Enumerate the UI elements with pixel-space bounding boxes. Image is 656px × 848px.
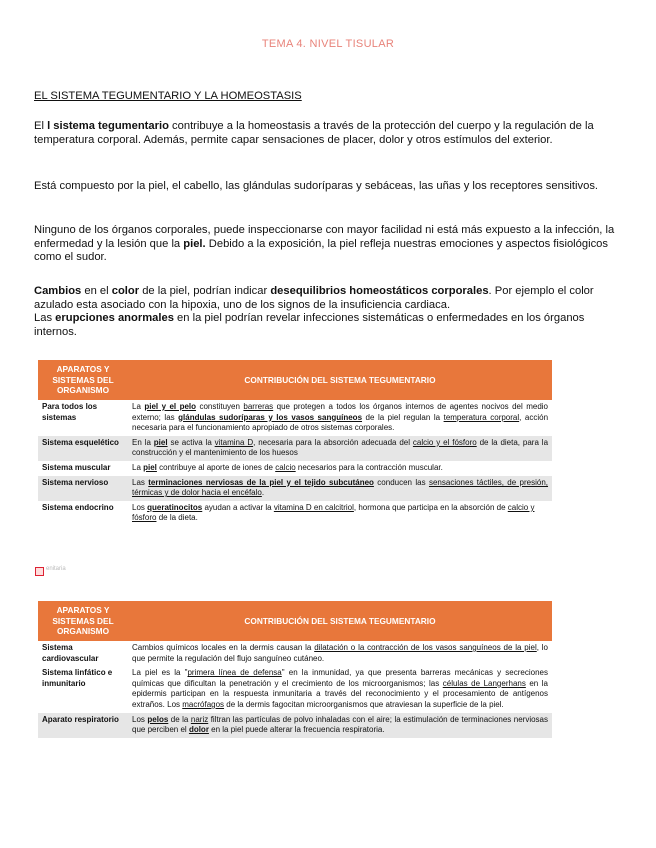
page-header: TEMA 4. NIVEL TISULAR bbox=[261, 38, 395, 50]
row-system: Para todos los sistemas bbox=[42, 402, 98, 422]
row-contribution: La piel contribuye al aporte de iones de calcio necesarios para la contracción muscular. bbox=[132, 462, 443, 472]
table-row bbox=[38, 436, 552, 461]
marker-text: enitaria bbox=[46, 566, 66, 572]
row-contribution: Los queratinocitos ayudan a activar la vitamina D en calcitriol, hormona que participa en la absorción de calcio y fósforo de la dieta. bbox=[132, 502, 535, 523]
row-system: Sistema esquelético bbox=[38, 436, 128, 461]
row-system: Sistema linfático e inmunitario bbox=[42, 668, 113, 688]
row-contribution: Las terminaciones nerviosas de la piel y el tejido subcutáneo conducen las sensaciones táctiles, de presión, térmicas y de dolor hacia el encéfalo. bbox=[128, 476, 552, 501]
row-system: Aparato respiratorio bbox=[38, 713, 128, 738]
paragraph-composition: Está compuesto por la piel, el cabello, las glándulas sudoríparas y sebáceas, las uñas y los receptores sensitivos. bbox=[34, 180, 599, 192]
row-contribution: Los pelos de la nariz filtran las partículas de polvo inhaladas con el aire; la estimulación de terminaciones nerviosas que perciben el dolor en la piel puede alterar la frecuencia respiratoria. bbox=[128, 713, 552, 738]
table-header-row bbox=[38, 360, 552, 400]
contribution-table-1 bbox=[38, 360, 552, 526]
row-contribution: Cambios químicos locales en la dermis causan la dilatación o la contracción de los vasos sanguíneos de la piel, lo que permite la regulación del flujo sanguíneo cutáneo. bbox=[132, 643, 549, 663]
table-row bbox=[38, 641, 552, 666]
row-contribution: La piel y el pelo constituyen barreras que protegen a todos los órganos internos de agentes nocivos del medio externo; las glándulas sudoríparas y los vasos sanguíneos de la piel regulan la temperatura corporal, acción necesaria para el funcionamiento apropiado de otros sistemas corporales. bbox=[132, 402, 549, 433]
table-row bbox=[38, 501, 552, 526]
row-system: Sistema nervioso bbox=[38, 476, 128, 501]
row-system: Sistema endocrino bbox=[42, 502, 114, 512]
table-row bbox=[38, 461, 552, 476]
row-contribution: En la piel se activa la vitamina D, necesaria para la absorción adecuada del calcio y el fósforo de la dieta, para la construcción y el mantenimiento de los huesos bbox=[128, 436, 552, 461]
table-row bbox=[38, 713, 552, 738]
header-contribution: CONTRIBUCIÓN DEL SISTEMA TEGUMENTARIO bbox=[128, 360, 552, 400]
row-system: Sistema cardiovascular bbox=[42, 643, 99, 663]
table-header-row bbox=[38, 601, 552, 641]
header-systems: APARATOS Y SISTEMAS DEL ORGANISMO bbox=[38, 360, 128, 400]
row-contribution: La piel es la "primera línea de defensa" en la inmunidad, ya que presenta barreras mecánicas y secreciones químicas que dificultan la penetración y el crecimiento de los microorganismos; las células de Langerhans en la epidermis participan en la respuesta inmunitaria a través del reconocimiento y el procesamiento de antígenos extraños. Los macrófagos de la dermis fagocitan microorganismos que atraviesan la superficie de la piel. bbox=[132, 668, 548, 709]
table-row bbox=[38, 476, 552, 501]
section-title: EL SISTEMA TEGUMENTARIO Y LA HOMEOSTASIS bbox=[34, 90, 302, 102]
header-systems: APARATOS Y SISTEMAS DEL ORGANISMO bbox=[38, 601, 128, 641]
row-system: Sistema muscular bbox=[42, 462, 111, 472]
paragraph-exposure: Ninguno de los órganos corporales, puede inspeccionarse con mayor facilidad ni está más expuesto a la infección, la enfermedad y la lesión que la piel. Debido a la exposición, la piel refleja nuestras emociones y aspectos fisiológicos como el sudor. bbox=[34, 224, 615, 264]
contribution-table-2 bbox=[38, 601, 552, 738]
comment-marker-icon[interactable] bbox=[35, 567, 44, 576]
header-contribution: CONTRIBUCIÓN DEL SISTEMA TEGUMENTARIO bbox=[128, 601, 552, 641]
paragraph-changes: Cambios en el color de la piel, podrían indicar desequilibrios homeostáticos corporales. Por ejemplo el color azulado esta asociado con la hipoxia, uno de los signos de la insuficiencia cardiaca. Las erupciones anormales en la piel podrían revelar infecciones sistemáticas o enfermedades en los órganos internos. bbox=[34, 285, 594, 338]
paragraph-intro: El l sistema tegumentario contribuye a la homeostasis a través de la protección del cuerpo y la regulación de la temperatura corporal. Además, permite capar sensaciones de placer, dolor y otros estímulos del exterior. bbox=[34, 120, 594, 146]
table-row bbox=[38, 400, 552, 436]
table-row bbox=[38, 666, 552, 712]
